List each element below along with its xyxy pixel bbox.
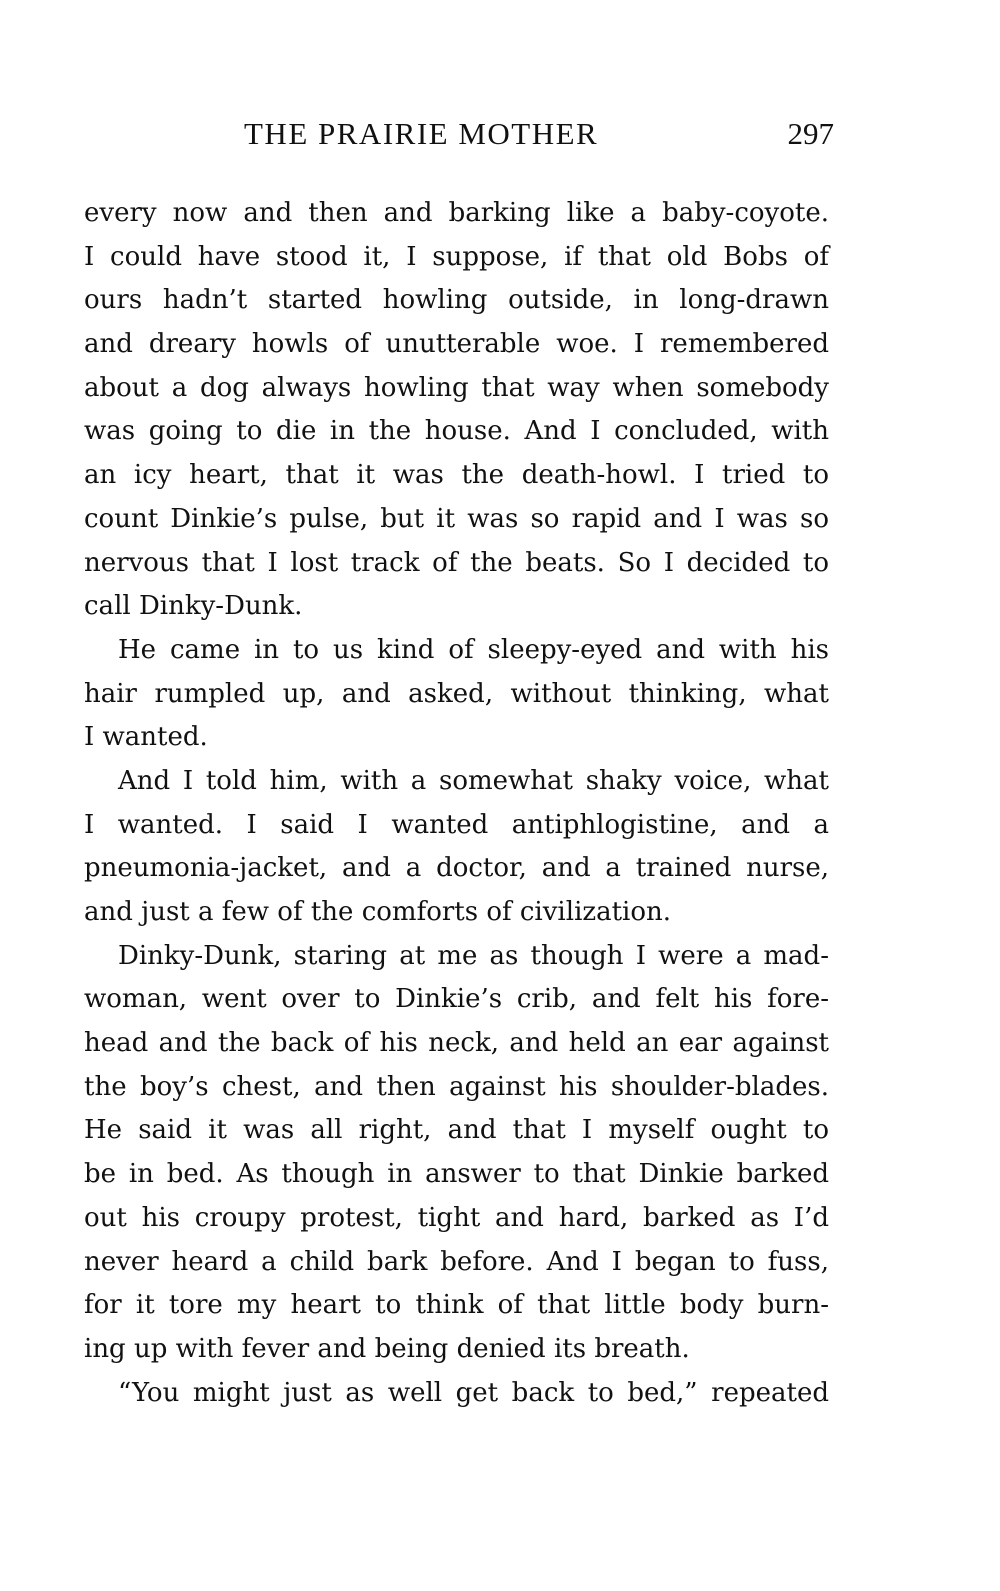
text-line: call Dinky-Dunk. bbox=[84, 591, 303, 622]
text-line: never heard a child bark before. And I began to fuss, bbox=[84, 1246, 829, 1277]
text-line: He said it was all right, and that I myself ought to bbox=[84, 1115, 829, 1146]
text-line: every now and then and barking like a baby-coyote. bbox=[84, 198, 829, 228]
text-line: I could have stood it, I suppose, if that old Bobs of bbox=[84, 241, 829, 272]
text-line: be in bed. As though in answer to that Dinkie barked bbox=[84, 1159, 829, 1190]
text-line: pneumonia-jacket, and a doctor, and a trained nurse, bbox=[84, 853, 829, 884]
text-line: ours hadn’t started howling outside, in long-drawn bbox=[84, 285, 829, 316]
running-title: THE PRAIRIE MOTHER bbox=[244, 116, 599, 151]
text-line: Dinky-Dunk, staring at me as though I were a mad- bbox=[118, 940, 829, 971]
text-line: for it tore my heart to think of that little body burn- bbox=[84, 1290, 829, 1321]
text-line: the boy’s chest, and then against his shoulder-blades. bbox=[84, 1071, 829, 1102]
text-line: nervous that I lost track of the beats. So I decided to bbox=[84, 547, 829, 578]
body-text bbox=[84, 192, 829, 1415]
text-line: And I told him, with a somewhat shaky voice, what bbox=[118, 765, 829, 796]
text-line: count Dinkie’s pulse, but it was so rapid and I was so bbox=[84, 503, 829, 534]
text-line: was going to die in the house. And I concluded, with bbox=[84, 416, 829, 447]
running-head bbox=[84, 112, 834, 156]
page-number: 297 bbox=[787, 116, 834, 151]
text-line: and just a few of the comforts of civilization. bbox=[84, 897, 672, 927]
text-line: out his croupy protest, tight and hard, barked as I’d bbox=[84, 1202, 829, 1233]
text-line: ing up with fever and being denied its breath. bbox=[84, 1333, 690, 1364]
text-line: hair rumpled up, and asked, without thinking, what bbox=[84, 678, 829, 709]
text-line: He came in to us kind of sleepy-eyed and with his bbox=[118, 634, 829, 665]
text-line: woman, went over to Dinkie’s crib, and felt his fore- bbox=[84, 984, 829, 1015]
text-line: head and the back of his neck, and held an ear against bbox=[84, 1028, 829, 1059]
text-line: an icy heart, that it was the death-howl. I tried to bbox=[84, 460, 829, 491]
text-line: and dreary howls of unutterable woe. I remembered bbox=[84, 329, 829, 360]
text-line: I wanted. bbox=[84, 722, 208, 753]
text-line: I wanted. I said I wanted antiphlogistine, and a bbox=[84, 809, 829, 840]
text-line: about a dog always howling that way when somebody bbox=[84, 372, 829, 403]
text-line: “You might just as well get back to bed,” repeated bbox=[118, 1377, 829, 1408]
